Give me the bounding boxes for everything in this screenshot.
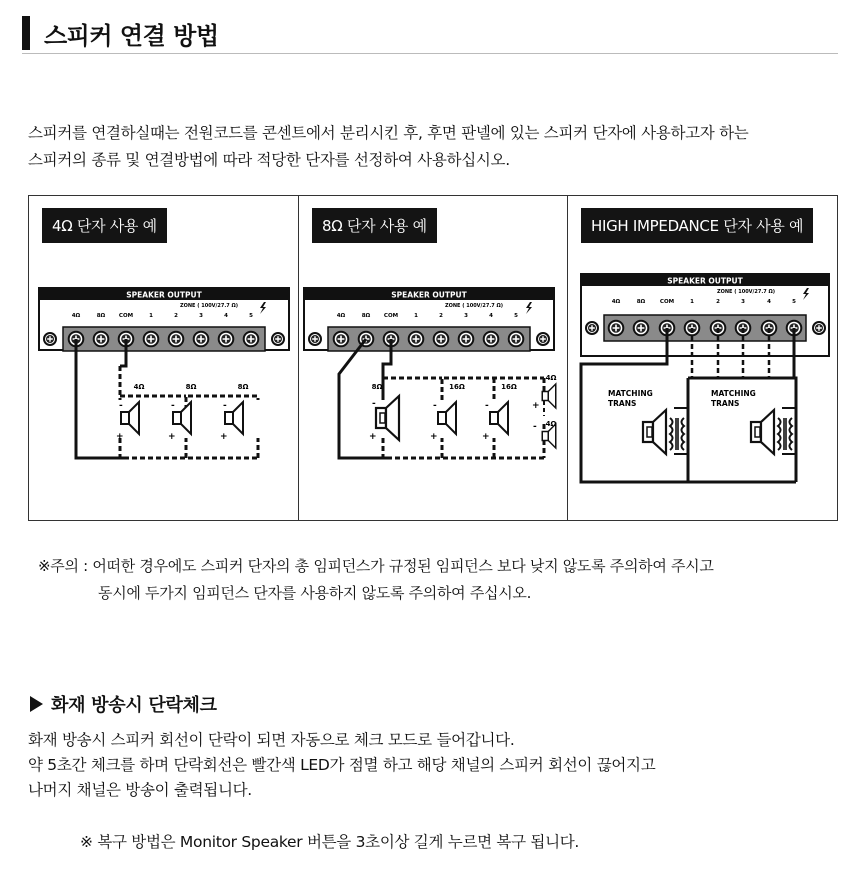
terminal-label: 8Ω [96, 313, 106, 319]
matching-trans-left [643, 410, 684, 454]
intro-line: 스피커를 연결하실때는 전원코드를 콘센트에서 분리시킨 후, 후면 판넬에 있는 스피커 단자에 사용하고자 하는 [28, 124, 749, 142]
speaker-output-label: SPEAKER OUTPUT [391, 290, 467, 300]
polarity-minus: - [533, 422, 537, 432]
caution-notice [38, 553, 714, 607]
wiring-examples [28, 195, 838, 521]
terminal-label: 2 [439, 313, 443, 319]
polarity-plus: + [369, 432, 377, 442]
polarity-plus: + [430, 432, 438, 442]
terminal-label: COM [118, 313, 134, 319]
example-label: 4Ω 단자 사용 예 [42, 208, 167, 243]
example-8ohm [299, 196, 568, 520]
terminal-label: 3 [464, 313, 468, 319]
caution-prefix: ※주의 : [38, 557, 88, 575]
speaker-impedance: 16Ω [449, 383, 465, 391]
zone-label: ZONE ( 100V/27.7 Ω) [445, 303, 503, 309]
terminal-label: 5 [514, 313, 518, 319]
terminal-label: 1 [414, 313, 418, 319]
polarity-plus: + [220, 432, 228, 442]
section-heading [22, 16, 219, 50]
terminal-label: COM [383, 313, 399, 319]
fire-check-title: 화재 방송시 단락체크 [51, 695, 217, 716]
terminal-label: 5 [792, 299, 796, 305]
matching-trans-right [751, 410, 792, 454]
caution-line: 동시에 두가지 임피던스 단자를 사용하지 않도록 주의하여 주십시오. [98, 584, 532, 602]
terminal-label: 4 [767, 299, 771, 305]
polarity-minus: - [485, 401, 489, 411]
polarity-minus: - [171, 401, 175, 411]
fire-check-body [28, 728, 655, 803]
speaker-impedance: 8Ω [237, 383, 249, 391]
matching-trans-label: TRANS [608, 399, 637, 408]
terminal-label: 8Ω [636, 299, 646, 305]
polarity-plus: + [482, 432, 490, 442]
terminal-label: COM [659, 299, 675, 305]
polarity-minus: - [119, 401, 123, 411]
polarity-plus: + [116, 432, 124, 442]
terminal-label: 2 [716, 299, 720, 305]
terminal-label: 4Ω [71, 313, 81, 319]
speaker-output-label: SPEAKER OUTPUT [667, 276, 743, 286]
polarity-minus: - [223, 401, 227, 411]
fire-check-line: 나머지 채널은 방송이 출력됩니다. [28, 781, 252, 799]
matching-trans-label: MATCHING [711, 389, 756, 398]
example-4ohm [29, 196, 299, 520]
terminal-label: 4Ω [611, 299, 621, 305]
terminal-label: 4 [224, 313, 228, 319]
polarity-plus: + [168, 432, 176, 442]
fire-check-line: 약 5초간 체크를 하며 단락회선은 빨간색 LED가 점멸 하고 해당 채널의 스피커 회선이 끊어지고 [28, 756, 656, 774]
page-title: 스피커 연결 방법 [44, 21, 219, 50]
intro-line: 스피커의 종류 및 연결방법에 따라 적당한 단자를 선정하여 사용하십시오. [28, 151, 510, 169]
polarity-minus: - [433, 401, 437, 411]
example-label: 8Ω 단자 사용 예 [312, 208, 437, 243]
terminal-label: 2 [174, 313, 178, 319]
speaker-impedance: 4Ω [545, 374, 557, 382]
zone-label: ZONE ( 100V/27.7 Ω) [717, 289, 775, 295]
terminal-label: 3 [741, 299, 745, 305]
zone-label: ZONE ( 100V/27.7 Ω) [180, 303, 238, 309]
speaker-impedance: 8Ω [371, 383, 383, 391]
speaker-impedance: 4Ω [133, 383, 145, 391]
speaker-impedance: 4Ω [545, 420, 557, 428]
polarity-plus: + [532, 401, 540, 411]
matching-trans-label: MATCHING [608, 389, 653, 398]
speaker-output-label: SPEAKER OUTPUT [126, 290, 202, 300]
intro-text [28, 120, 748, 174]
terminal-label: 4Ω [336, 313, 346, 319]
speaker-impedance: 16Ω [501, 383, 517, 391]
caution-line: 어떠한 경우에도 스피커 단자의 총 임피던스가 규정된 임피던스 보다 낮지 않도록 주의하여 주시고 [92, 557, 714, 575]
heading-bar [22, 16, 30, 50]
terminal-label: 4 [489, 313, 493, 319]
recovery-note: ※ 복구 방법은 Monitor Speaker 버튼을 3초이상 길게 누르면 복구 됩니다. [80, 833, 580, 851]
terminal-label: 3 [199, 313, 203, 319]
heading-divider [22, 53, 838, 54]
terminal-label: 8Ω [361, 313, 371, 319]
speaker-impedance: 8Ω [185, 383, 197, 391]
example-label: HIGH IMPEDANCE 단자 사용 예 [581, 208, 813, 243]
polarity-minus: - [372, 399, 376, 409]
fire-check-line: 화재 방송시 스피커 회선이 단락이 되면 자동으로 체크 모드로 들어갑니다. [28, 731, 515, 749]
triangle-bullet-icon [30, 696, 43, 712]
fire-check-heading [30, 691, 217, 717]
example-high-impedance [568, 196, 837, 520]
matching-trans-label: TRANS [711, 399, 740, 408]
terminal-label: 1 [149, 313, 153, 319]
terminal-label: 5 [249, 313, 253, 319]
terminal-label: 1 [690, 299, 694, 305]
